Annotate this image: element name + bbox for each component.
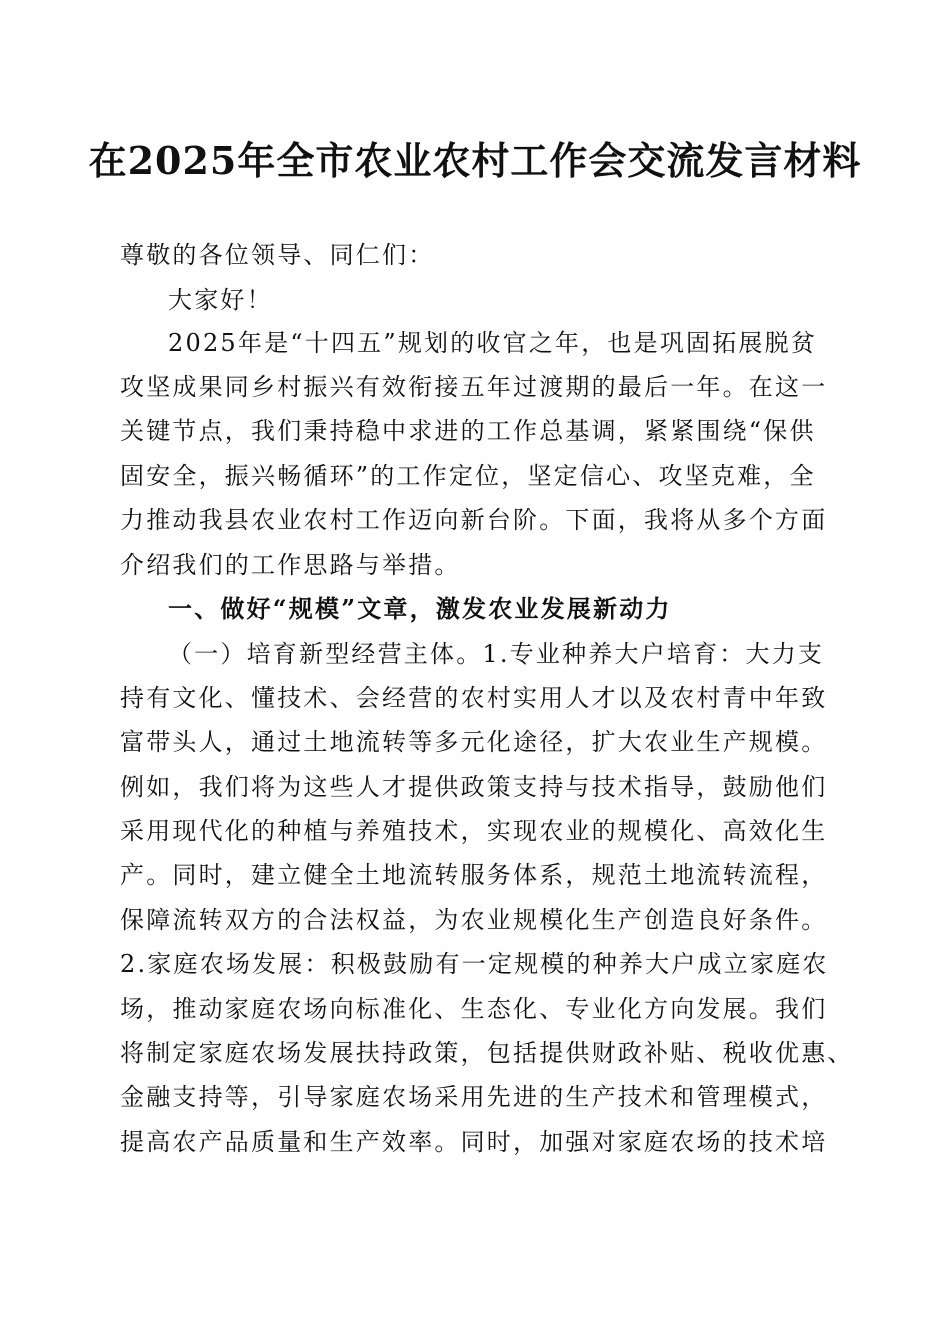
salutation: 尊敬的各位领导、同仁们： bbox=[120, 241, 435, 269]
body-line: 关键节点，我们秉持稳中求进的工作总基调，紧紧围绕“保供 bbox=[120, 417, 816, 445]
body-line: 介绍我们的工作思路与举措。 bbox=[120, 551, 461, 579]
body-line: 保障流转双方的合法权益，为农业规模化生产创造良好条件。 bbox=[120, 906, 828, 934]
body-line: 固安全，振兴畅循环”的工作定位，坚定信心、攻坚克难，全 bbox=[120, 462, 816, 490]
body-line: 采用现代化的种植与养殖技术，实现农业的规模化、高效化生 bbox=[120, 817, 828, 845]
body-line: 富带头人，通过土地流转等多元化途径，扩大农业生产规模。 bbox=[120, 728, 828, 756]
body-line: 2025年是“十四五”规划的收官之年，也是巩固拓展脱贫 bbox=[168, 329, 818, 357]
body-line: 金融支持等，引导家庭农场采用先进的生产技术和管理模式， bbox=[120, 1083, 828, 1111]
body-line: 攻坚成果同乡村振兴有效衔接五年过渡期的最后一年。在这一 bbox=[120, 373, 828, 401]
body-line: 例如，我们将为这些人才提供政策支持与技术指导，鼓励他们 bbox=[120, 773, 828, 801]
body-line: 2.家庭农场发展：积极鼓励有一定规模的种养大户成立家庭农 bbox=[120, 950, 829, 978]
document-title: 在2025年全市农业农村工作会交流发言材料 bbox=[88, 138, 862, 183]
section-heading: 一、做好“规模”文章，激发农业发展新动力 bbox=[168, 594, 672, 623]
body-line: 将制定家庭农场发展扶持政策，包括提供财政补贴、税收优惠、 bbox=[120, 1039, 854, 1067]
greeting: 大家好！ bbox=[168, 286, 273, 314]
body-line: 场，推动家庭农场向标准化、生态化、专业化方向发展。我们 bbox=[120, 995, 828, 1023]
body-line: 产。同时，建立健全土地流转服务体系，规范土地流转流程， bbox=[120, 861, 828, 889]
body-line: 力推动我县农业农村工作迈向新台阶。下面，我将从多个方面 bbox=[120, 506, 828, 534]
body-line: 持有文化、懂技术、会经营的农村实用人才以及农村青中年致 bbox=[120, 684, 828, 712]
body-line: 提高农产品质量和生产效率。同时，加强对家庭农场的技术培 bbox=[120, 1128, 828, 1156]
body-line: （一）培育新型经营主体。1.专业种养大户培育：大力支 bbox=[168, 640, 825, 668]
